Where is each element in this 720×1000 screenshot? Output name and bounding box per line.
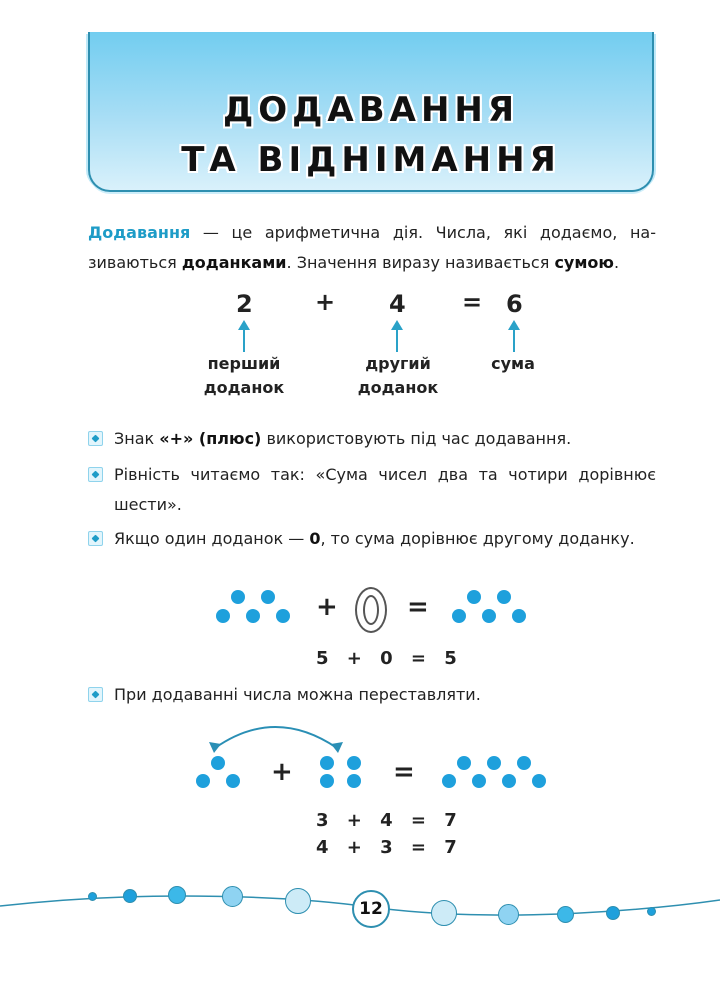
plus-sign: + bbox=[316, 592, 338, 622]
term-addition: Додавання bbox=[88, 223, 191, 242]
bead-icon bbox=[222, 886, 243, 907]
equals-sign: = bbox=[393, 757, 415, 787]
bullet-diamond-icon bbox=[88, 431, 103, 446]
dot-icon bbox=[502, 774, 516, 788]
dot-icon bbox=[347, 774, 361, 788]
formula-commutative-1: 3 + 4 = 7 bbox=[316, 810, 460, 831]
dot-icon bbox=[211, 756, 225, 770]
page-number: 12 bbox=[352, 890, 390, 928]
dot-icon bbox=[472, 774, 486, 788]
dot-icon bbox=[320, 756, 334, 770]
bullet-item: Рівність читаємо так: «Сума чисел два та чотири дорівнює шести». bbox=[88, 460, 656, 520]
arrow-up-icon bbox=[243, 328, 245, 352]
dot-icon bbox=[467, 590, 481, 604]
chapter-title-line2: ТА ВІДНІМАННЯ bbox=[181, 140, 561, 180]
dot-icon bbox=[261, 590, 275, 604]
term-addends: доданками bbox=[181, 253, 287, 272]
bullet-diamond-icon bbox=[88, 467, 103, 482]
label-second-addend: другий доданок bbox=[357, 354, 439, 397]
dot-icon bbox=[487, 756, 501, 770]
dot-icon bbox=[512, 609, 526, 623]
bead-icon bbox=[606, 906, 620, 920]
dot-icon bbox=[457, 756, 471, 770]
label-sum: сума bbox=[491, 354, 535, 373]
bullet-item: Знак «+» (плюс) використовують під час додавання. bbox=[88, 424, 656, 454]
dot-icon bbox=[442, 774, 456, 788]
term-sum: сумою bbox=[554, 253, 614, 272]
bullet-item: Якщо один доданок — 0, то сума дорівнює другому доданку. bbox=[88, 524, 656, 554]
dot-icon bbox=[246, 609, 260, 623]
dot-icon bbox=[320, 774, 334, 788]
swap-arrow-icon bbox=[205, 720, 350, 754]
bullet-item: При додаванні числа можна переставляти. bbox=[88, 680, 656, 710]
bead-icon bbox=[88, 892, 97, 901]
bullet-diamond-icon bbox=[88, 687, 103, 702]
equals-sign: = bbox=[407, 592, 429, 622]
chapter-title-line1: ДОДАВАННЯ bbox=[222, 90, 520, 130]
bullet-diamond-icon bbox=[88, 531, 103, 546]
formula-commutative-2: 4 + 3 = 7 bbox=[316, 837, 460, 858]
first-addend: 2 bbox=[236, 290, 253, 318]
dot-icon bbox=[482, 609, 496, 623]
bead-icon bbox=[557, 906, 574, 923]
bead-icon bbox=[498, 904, 519, 925]
dot-icon bbox=[226, 774, 240, 788]
dot-icon bbox=[196, 774, 210, 788]
arrow-up-icon bbox=[396, 328, 398, 352]
dot-icon bbox=[517, 756, 531, 770]
bead-icon bbox=[647, 907, 656, 916]
plus-sign: + bbox=[271, 757, 293, 787]
dot-icon bbox=[452, 609, 466, 623]
bead-icon bbox=[431, 900, 457, 926]
bead-icon bbox=[123, 889, 137, 903]
dot-icon bbox=[231, 590, 245, 604]
equals-sign: = bbox=[462, 288, 483, 316]
formula-zero: 5 + 0 = 5 bbox=[316, 648, 460, 669]
dot-icon bbox=[347, 756, 361, 770]
label-first-addend: перший доданок bbox=[203, 354, 285, 397]
bead-icon bbox=[168, 886, 186, 904]
dot-icon bbox=[276, 609, 290, 623]
outlined-zero-icon bbox=[355, 587, 387, 633]
arrow-up-icon bbox=[513, 328, 515, 352]
dot-icon bbox=[216, 609, 230, 623]
plus-sign: + bbox=[315, 288, 336, 316]
dot-icon bbox=[497, 590, 511, 604]
dot-icon bbox=[532, 774, 546, 788]
sum-value: 6 bbox=[506, 290, 523, 318]
second-addend: 4 bbox=[389, 290, 406, 318]
chapter-header-box bbox=[88, 32, 654, 192]
bead-icon bbox=[285, 888, 311, 914]
intro-paragraph: Додавання — це арифметична дія. Числа, які додаємо, називаються доданками. Значення виразу називається сумою. bbox=[88, 223, 656, 272]
